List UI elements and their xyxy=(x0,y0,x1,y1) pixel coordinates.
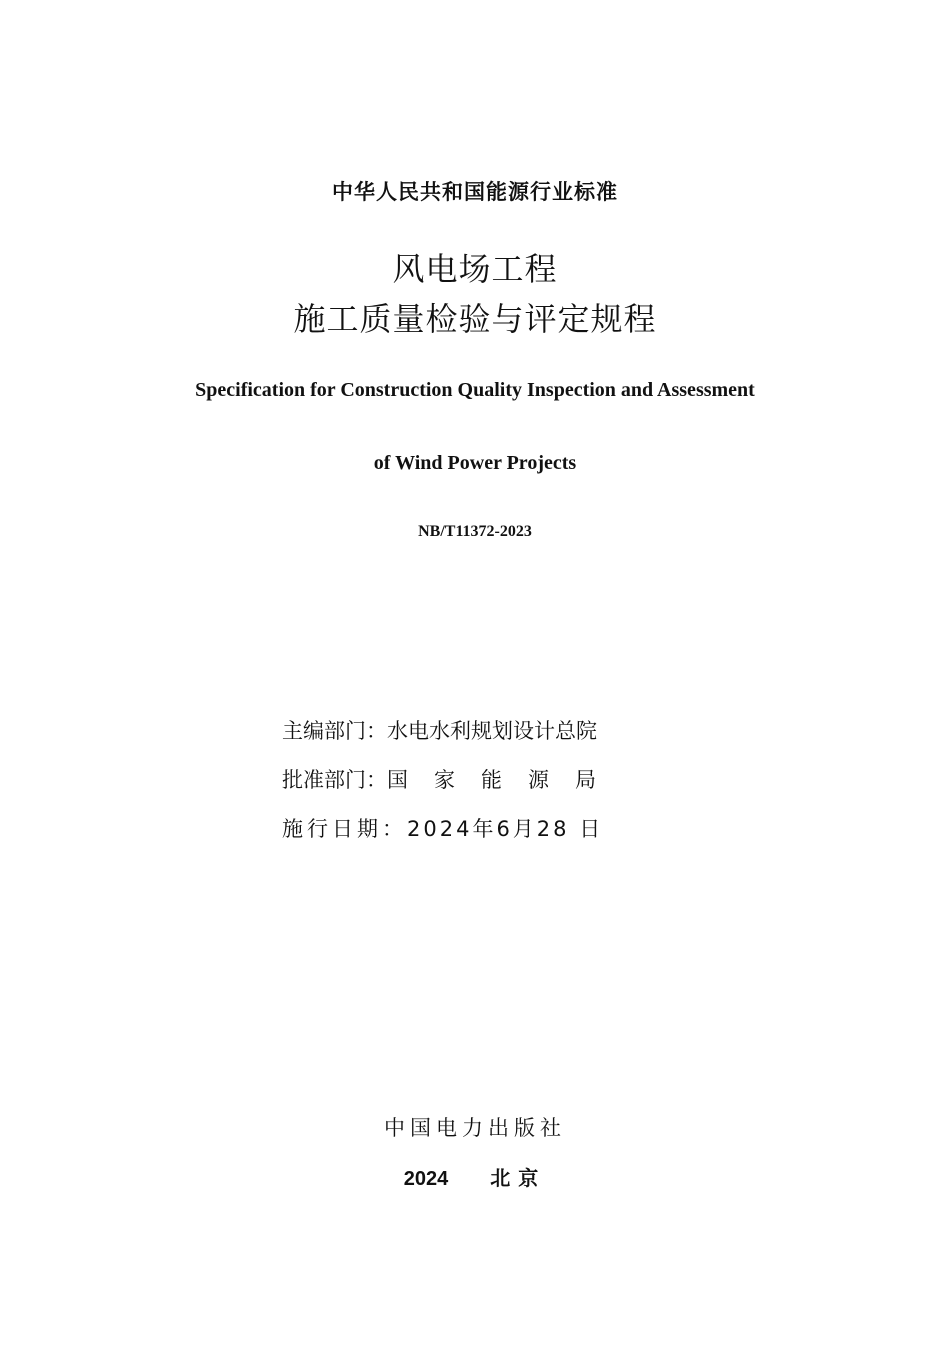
approval-label: 批准部门： xyxy=(282,768,387,792)
standard-category: 中华人民共和国能源行业标准 xyxy=(332,180,618,204)
title-en-line2: of Wind Power Projects xyxy=(373,452,577,474)
approval-row xyxy=(282,764,622,794)
effective-date-label: 施行日期： xyxy=(282,817,407,841)
publisher: 中国电力出版社 xyxy=(384,1116,566,1140)
title-en-line1: Specification for Construction Quality Inspection and Assessment xyxy=(195,379,755,401)
chief-editor-value: 水电水利规划设计总院 xyxy=(387,719,597,743)
publication-city: 北京 xyxy=(490,1166,547,1190)
standard-code: NB/T11372-2023 xyxy=(418,523,532,540)
effective-date-row xyxy=(282,813,603,843)
publication-year: 2024 xyxy=(403,1168,449,1190)
title-cn-line2: 施工质量检验与评定规程 xyxy=(293,300,657,338)
effective-date-value: 2024年6月28 日 xyxy=(407,817,604,841)
title-cn-line1: 风电场工程 xyxy=(392,250,558,288)
approval-value: 国家能源局 xyxy=(387,768,622,792)
publication-year-city xyxy=(0,1162,950,1191)
chief-editor-label: 主编部门： xyxy=(282,719,387,743)
chief-editor-row xyxy=(282,715,597,745)
